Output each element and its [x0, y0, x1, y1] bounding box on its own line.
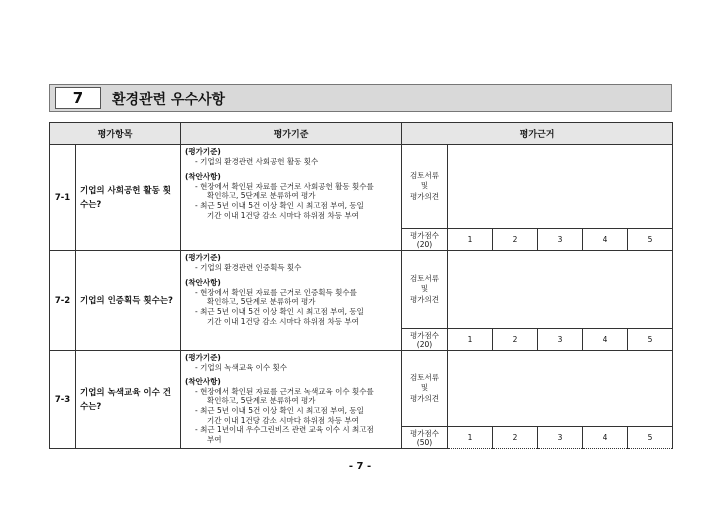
method-line: 확인하고, 5단계로 분류하여 평가: [207, 191, 316, 201]
score-option-1[interactable]: 1: [448, 329, 493, 351]
score-option-4[interactable]: 4: [583, 229, 628, 251]
item-question: 기업의 녹색교육 이수 건수는?: [76, 351, 181, 449]
method-line: 기간 이내 1건당 감소 시마다 하위점 차등 부여: [207, 415, 359, 425]
method-heading: (착안사항): [185, 377, 221, 387]
score-option-5[interactable]: 5: [628, 229, 673, 251]
criteria-cell: [181, 351, 402, 449]
score-option-1[interactable]: 1: [448, 229, 493, 251]
criteria-text: - 기업의 환경관련 사회공헌 활동 횟수: [195, 156, 319, 166]
table-header-row: [50, 123, 673, 145]
review-opinion-field[interactable]: [448, 351, 673, 427]
method-heading: (착안사항): [185, 278, 221, 288]
method-line: 기간 이내 1건당 감소 시마다 하위점 차등 부여: [207, 316, 359, 326]
review-opinion-field[interactable]: [448, 145, 673, 229]
item-number: 7-2: [50, 251, 76, 351]
review-opinion-field[interactable]: [448, 251, 673, 329]
method-line: - 최근 5년 이내 5건 이상 확인 시 최고점 부여, 동일: [195, 306, 364, 316]
evaluation-table: [49, 122, 673, 449]
method-line: - 최근 5년 이내 5건 이상 확인 시 최고점 부여, 동일: [195, 405, 364, 415]
score-option-1[interactable]: 1: [448, 427, 493, 449]
item-question: 기업의 인증획득 횟수는?: [76, 251, 181, 351]
score-label: 평가점수 (20): [402, 329, 448, 351]
item-question: 기업의 사회공헌 활동 횟수는?: [76, 145, 181, 251]
score-option-2[interactable]: 2: [493, 229, 538, 251]
score-label: 평가점수 (20): [402, 229, 448, 251]
score-option-2[interactable]: 2: [493, 427, 538, 449]
method-line: 확인하고, 5단계로 분류하여 평가: [207, 396, 316, 406]
method-line: - 현장에서 확인된 자료를 근거로 녹색교육 이수 횟수를: [195, 386, 374, 396]
header-criteria: 평가기준: [181, 123, 402, 145]
table-row: [50, 251, 673, 329]
review-label: 검토서류 및 평가의견: [402, 251, 448, 329]
criteria-cell: [181, 145, 402, 251]
item-number: 7-1: [50, 145, 76, 251]
score-option-4[interactable]: 4: [583, 427, 628, 449]
score-option-5[interactable]: 5: [628, 427, 673, 449]
header-basis: 평가근거: [402, 123, 673, 145]
score-label: 평가점수 (50): [402, 427, 448, 449]
section-number: 7: [55, 87, 101, 109]
method-heading: (착안사항): [185, 172, 221, 182]
criteria-cell: [181, 251, 402, 351]
criteria-text: - 기업의 녹색교육 이수 횟수: [195, 362, 287, 372]
method-line: - 현장에서 확인된 자료를 근거로 인증획득 횟수를: [195, 287, 357, 297]
method-line: - 최근 5년 이내 5건 이상 확인 시 최고점 부여, 동일: [195, 200, 364, 210]
method-line: 확인하고, 5단계로 분류하여 평가: [207, 297, 316, 307]
score-option-5[interactable]: 5: [628, 329, 673, 351]
review-label: 검토서류 및 평가의견: [402, 145, 448, 229]
page-number: - 7 -: [348, 461, 372, 472]
review-label: 검토서류 및 평가의견: [402, 351, 448, 427]
criteria-heading: (평가기준): [185, 147, 221, 156]
header-item: 평가항목: [50, 123, 181, 145]
score-option-2[interactable]: 2: [493, 329, 538, 351]
criteria-heading: (평가기준): [185, 353, 221, 362]
method-line: - 현장에서 확인된 자료를 근거로 사회공헌 활동 횟수를: [195, 181, 374, 191]
method-line: 부여: [207, 434, 222, 444]
section-title: 환경관련 우수사항: [112, 92, 226, 108]
method-line: - 최근 1년이내 우수그린비즈 관련 교육 이수 시 최고점: [195, 425, 374, 435]
criteria-text: - 기업의 환경관련 인증획득 횟수: [195, 262, 302, 272]
table-row: [50, 145, 673, 229]
item-number: 7-3: [50, 351, 76, 449]
method-line: 기간 이내 1건당 감소 시마다 하위점 차등 부여: [207, 210, 359, 220]
score-option-4[interactable]: 4: [583, 329, 628, 351]
criteria-heading: (평가기준): [185, 253, 221, 262]
score-option-3[interactable]: 3: [538, 427, 583, 449]
table-row: [50, 351, 673, 427]
score-option-3[interactable]: 3: [538, 229, 583, 251]
score-option-3[interactable]: 3: [538, 329, 583, 351]
